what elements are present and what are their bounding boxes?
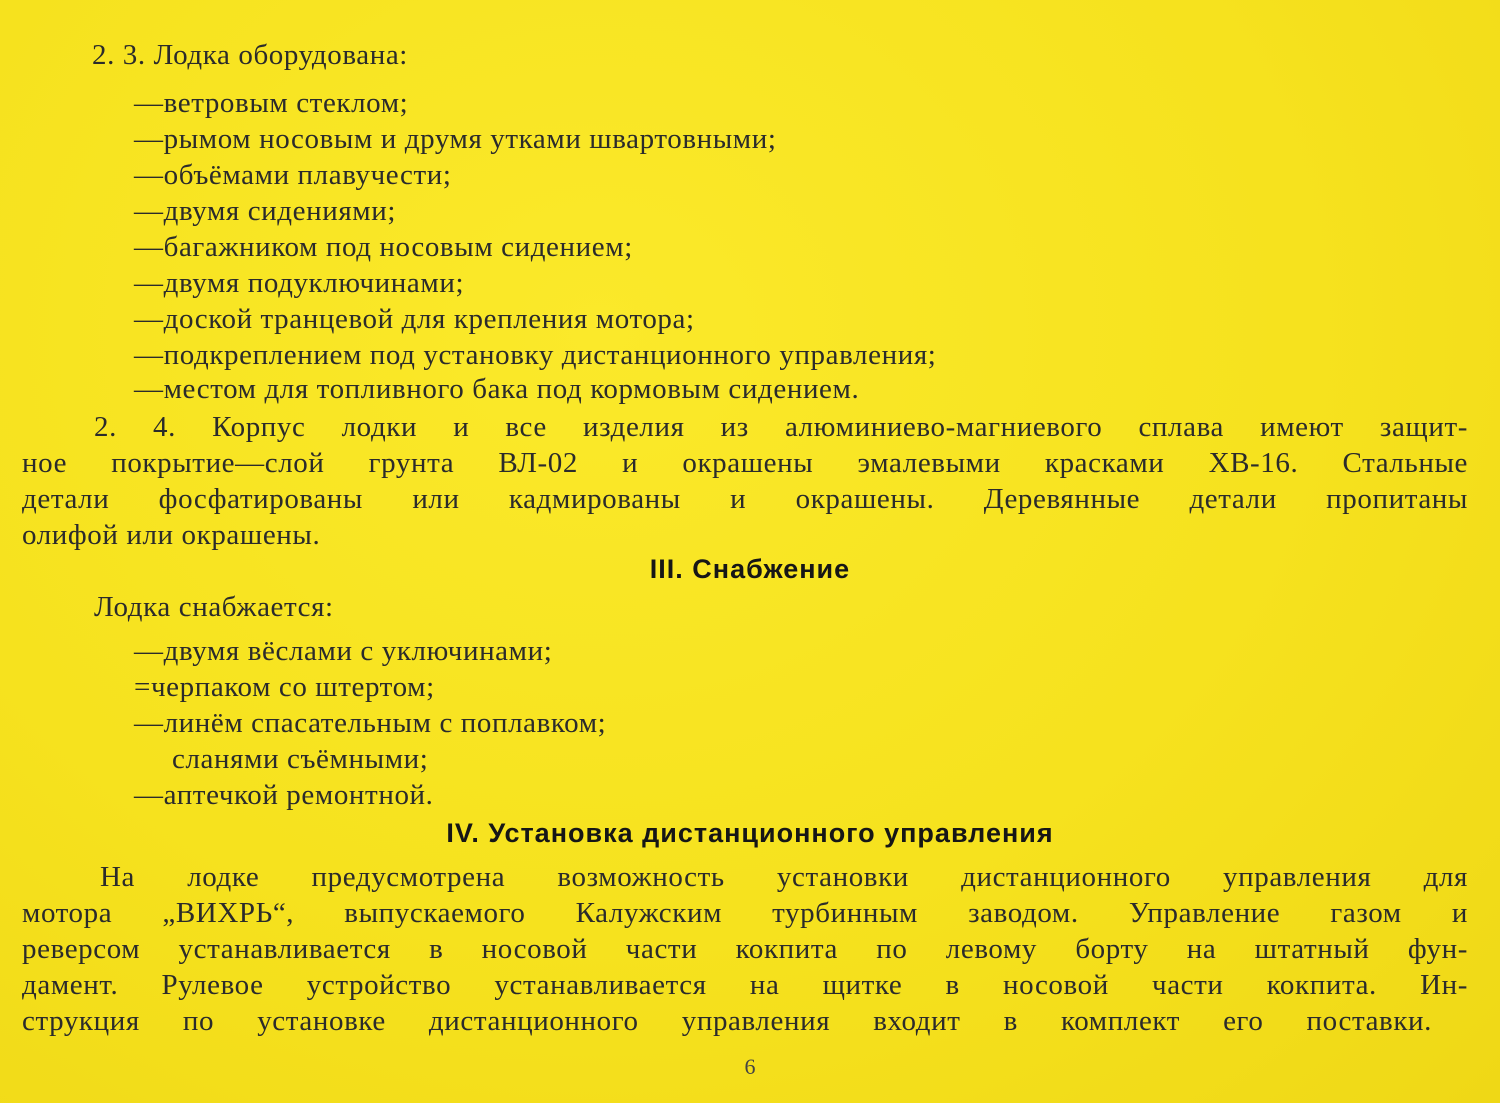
remote-control-paragraph-line: мотора „ВИХРЬ“, выпускаемого Калужским турбинным заводом. Управление газом и — [22, 897, 1468, 929]
remote-control-paragraph-line: реверсом устанавливается в носовой части кокпита по левому борту на штатный фун- — [22, 933, 1468, 965]
equipment-list-item: —объёмами плавучести; — [134, 159, 452, 191]
equipment-list-item: —местом для топливного бака под кормовым сидением. — [134, 373, 860, 405]
supply-list-item: —линём спасательным с поплавком; — [134, 707, 607, 739]
paragraph-2-4-line: 2. 4. Корпус лодки и все изделия из алюминиево-магниевого сплава имеют защит- — [94, 411, 1468, 443]
supply-list-item: —двумя вёслами с уключинами; — [134, 635, 553, 667]
equipment-list-item: —рымом носовым и друмя утками швартовными; — [134, 123, 777, 155]
equipment-list-item: —двумя сидениями; — [134, 195, 397, 227]
remote-control-paragraph-line: На лодке предусмотрена возможность установки дистанционного управления для — [100, 861, 1468, 893]
supply-list-item: =черпаком со штертом; — [134, 671, 435, 703]
equipment-list-item: —подкреплением под установку дистанционного управления; — [134, 339, 937, 371]
section-heading-supply: III. Снабжение — [649, 554, 851, 584]
paragraph-2-4-line: олифой или окрашены. — [22, 519, 321, 551]
section-heading-remote-control: IV. Установка дистанционного управления — [446, 818, 1054, 848]
supply-list-item: сланями съёмными; — [172, 743, 429, 775]
paragraph-2-3-intro: 2. 3. Лодка оборудована: — [92, 39, 408, 71]
supply-list-item: —аптечкой ремонтной. — [134, 779, 434, 811]
equipment-list-item: —ветровым стеклом; — [134, 87, 409, 119]
page-number: 6 — [744, 1054, 756, 1079]
equipment-list-item: —доской транцевой для крепления мотора; — [134, 303, 695, 335]
remote-control-paragraph-line: струкция по установке дистанционного управления входит в комплект его поставки. — [22, 1005, 1432, 1037]
equipment-list-item: —багажником под носовым сидением; — [134, 231, 633, 263]
paragraph-2-4-line: ное покрытие—слой грунта ВЛ-02 и окрашены эмалевыми красками ХВ-16. Стальные — [22, 447, 1468, 479]
remote-control-paragraph-line: дамент. Рулевое устройство устанавливается на щитке в носовой части кокпита. Ин- — [22, 969, 1468, 1001]
equipment-list-item: —двумя подуключинами; — [134, 267, 465, 299]
paragraph-2-4-line: детали фосфатированы или кадмированы и окрашены. Деревянные детали пропитаны — [22, 483, 1468, 515]
supply-intro: Лодка снабжается: — [94, 591, 334, 623]
